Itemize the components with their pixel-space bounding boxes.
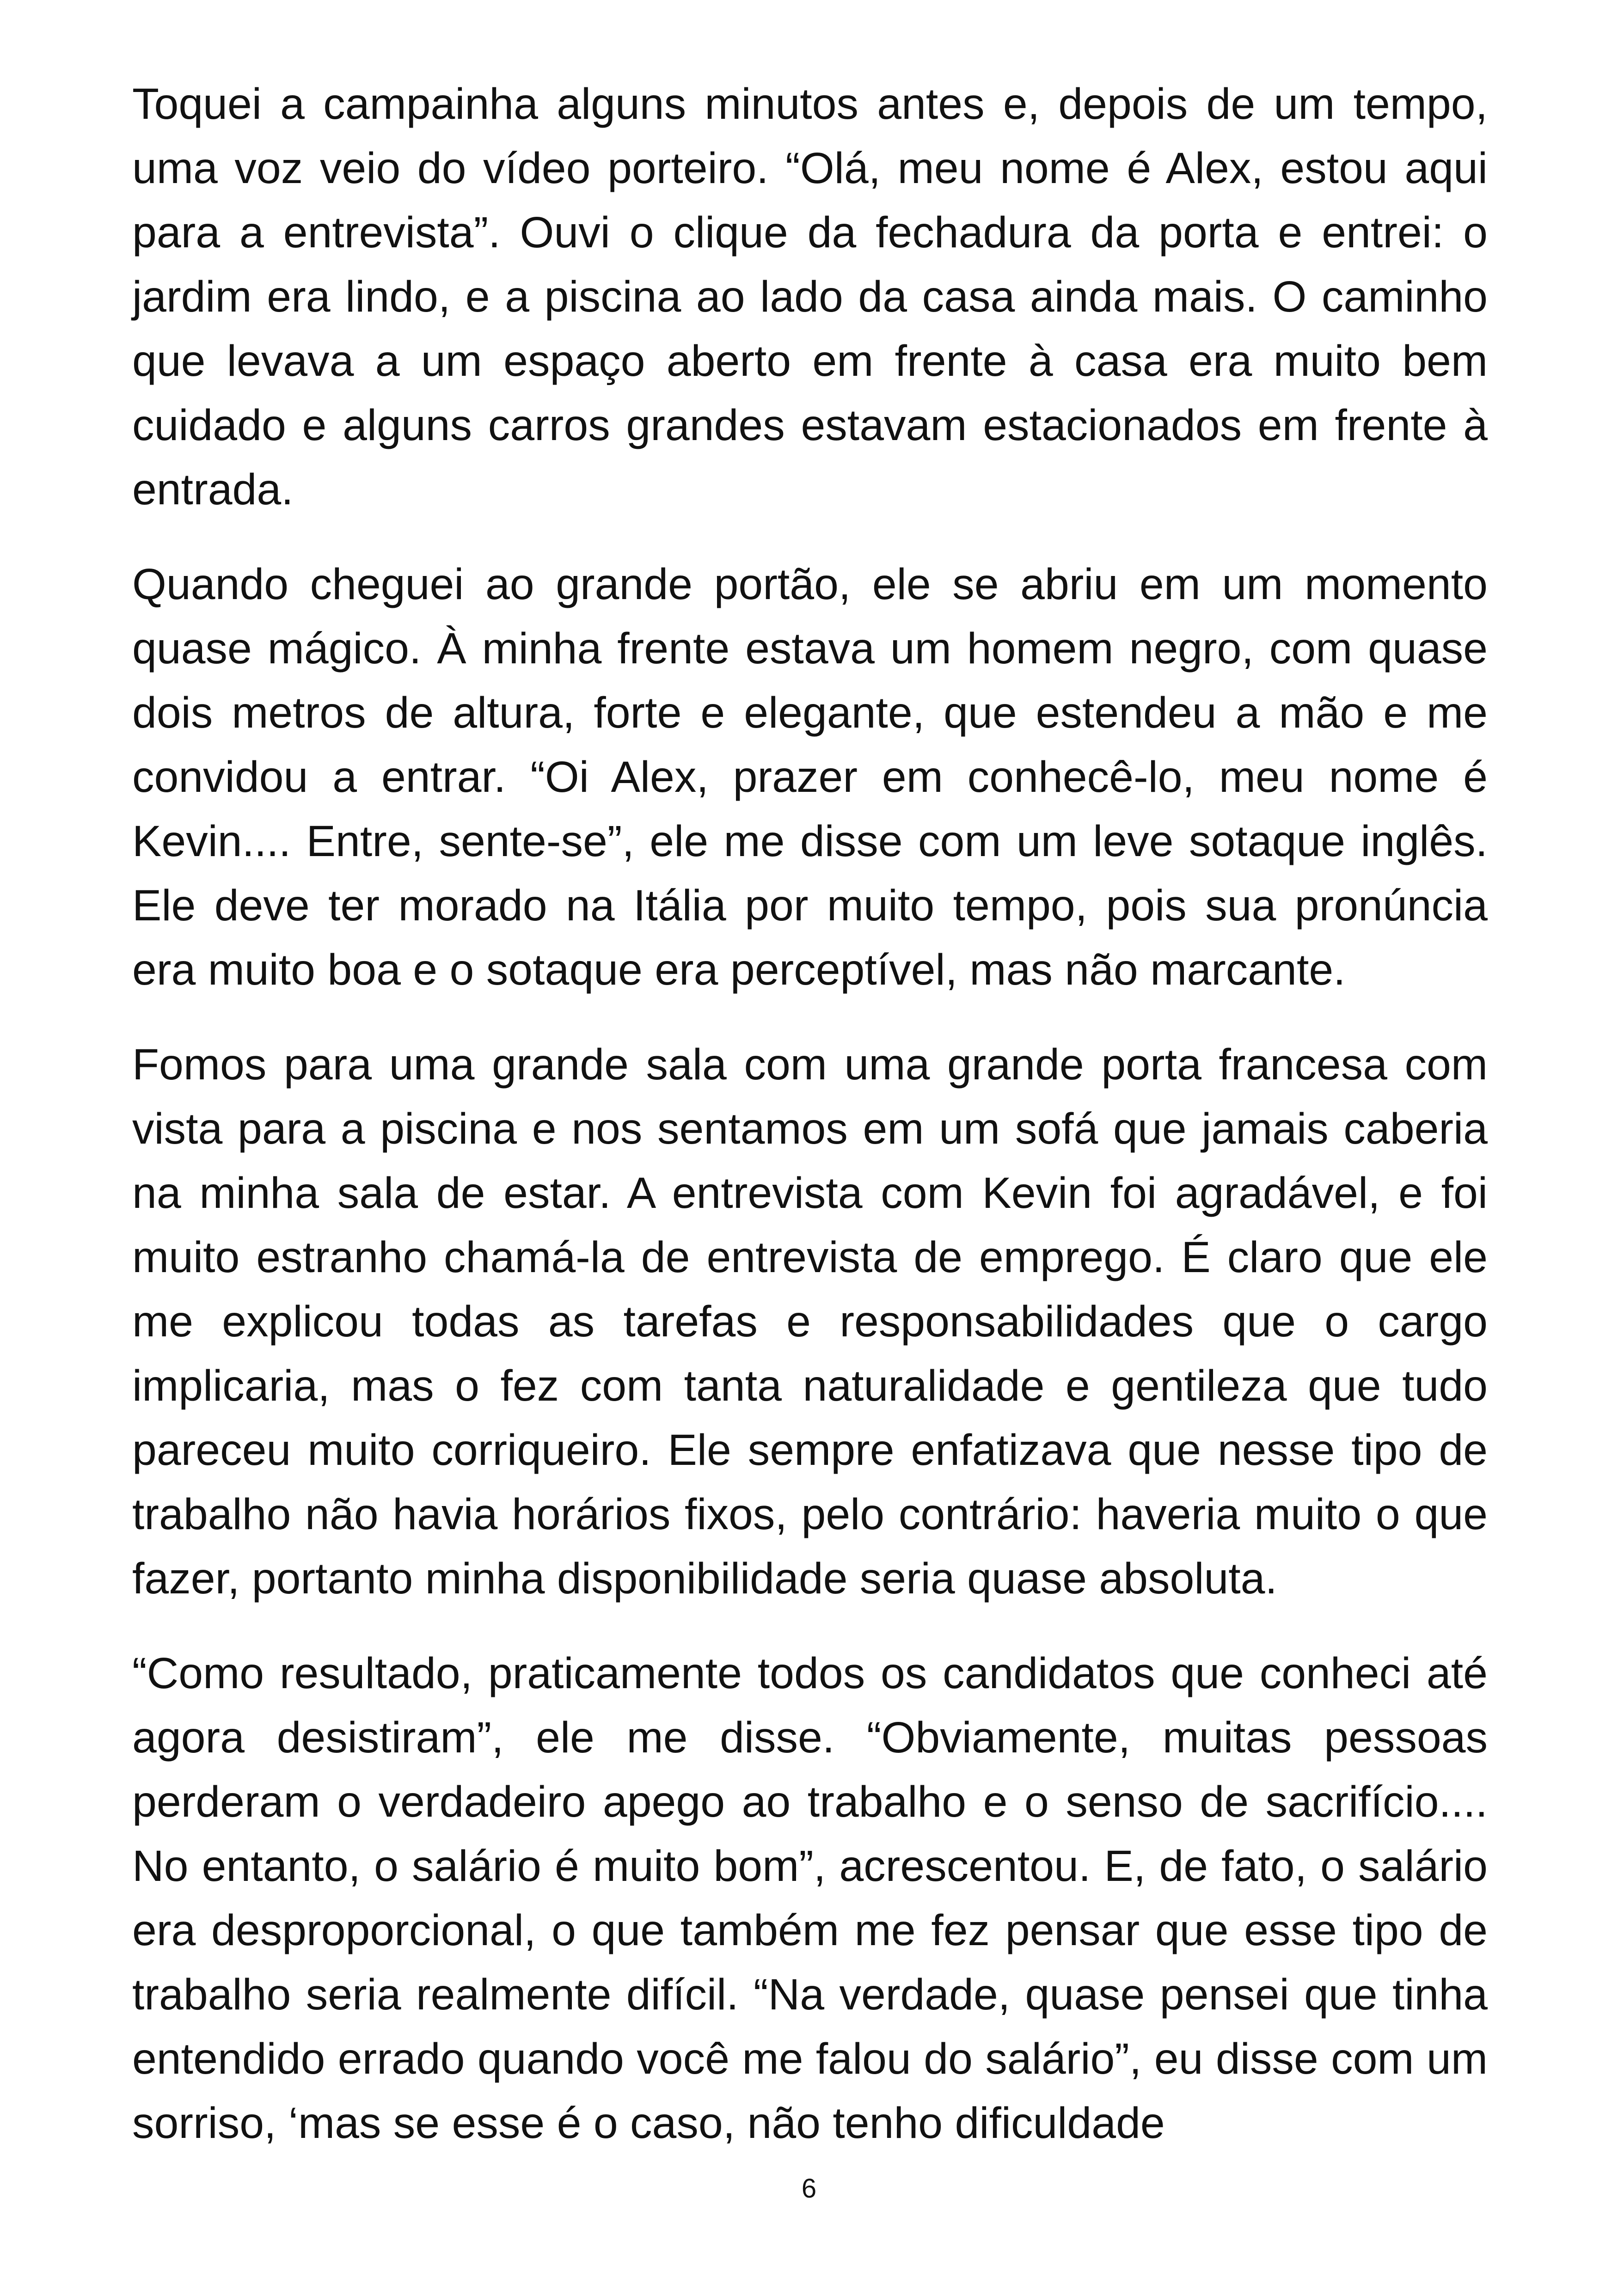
body-text xyxy=(132,72,1488,2155)
paragraph-2: Quando cheguei ao grande portão, ele se abriu em um momento quase mágico. À minha frente estava um homem negro, com quase dois metros de altura, forte e elegante, que estendeu a mão e me convidou a entrar. “Oi Alex, prazer em conhecê-lo, meu nome é Kevin.... Entre, sente-se”, ele me disse com um leve sotaque inglês. Ele deve ter morado na Itália por muito tempo, pois sua pronúncia era muito boa e o sotaque era perceptível, mas não marcante. xyxy=(132,560,1488,994)
page-number: 6 xyxy=(801,2174,817,2204)
paragraph-4: “Como resultado, praticamente todos os candidatos que conheci até agora desistiram”, ele me disse. “Obviamente, muitas pessoas perderam o verdadeiro apego ao trabalho e o senso de sacrifício.... No entanto, o salário é muito bom”, acrescentou. E, de fato, o salário era desproporcional, o que também me fez pensar que esse tipo de trabalho seria realmente difícil. “Na verdade, quase pensei que tinha entendido errado quando você me falou do salário”, eu disse com um sorriso, ‘mas se esse é o caso, não tenho dificuldade xyxy=(132,1649,1488,2148)
paragraph-1: Toquei a campainha alguns minutos antes e, depois de um tempo, uma voz veio do vídeo porteiro. “Olá, meu nome é Alex, estou aqui para a entrevista”. Ouvi o clique da fechadura da porta e entrei: o jardim era lindo, e a piscina ao lado da casa ainda mais. O caminho que levava a um espaço aberto em frente à casa era muito bem cuidado e alguns carros grandes estavam estacionados em frente à entrada. xyxy=(132,80,1488,514)
paragraph-3: Fomos para uma grande sala com uma grande porta francesa com vista para a piscina e nos sentamos em um sofá que jamais caberia na minha sala de estar. A entrevista com Kevin foi agradável, e foi muito estranho chamá-la de entrevista de emprego. É claro que ele me explicou todas as tarefas e responsabilidades que o cargo implicaria, mas o fez com tanta naturalidade e gentileza que tudo pareceu muito corriqueiro. Ele sempre enfatizava que nesse tipo de trabalho não havia horários fixos, pelo contrário: haveria muito o que fazer, portanto minha disponibilidade seria quase absoluta. xyxy=(132,1040,1488,1603)
